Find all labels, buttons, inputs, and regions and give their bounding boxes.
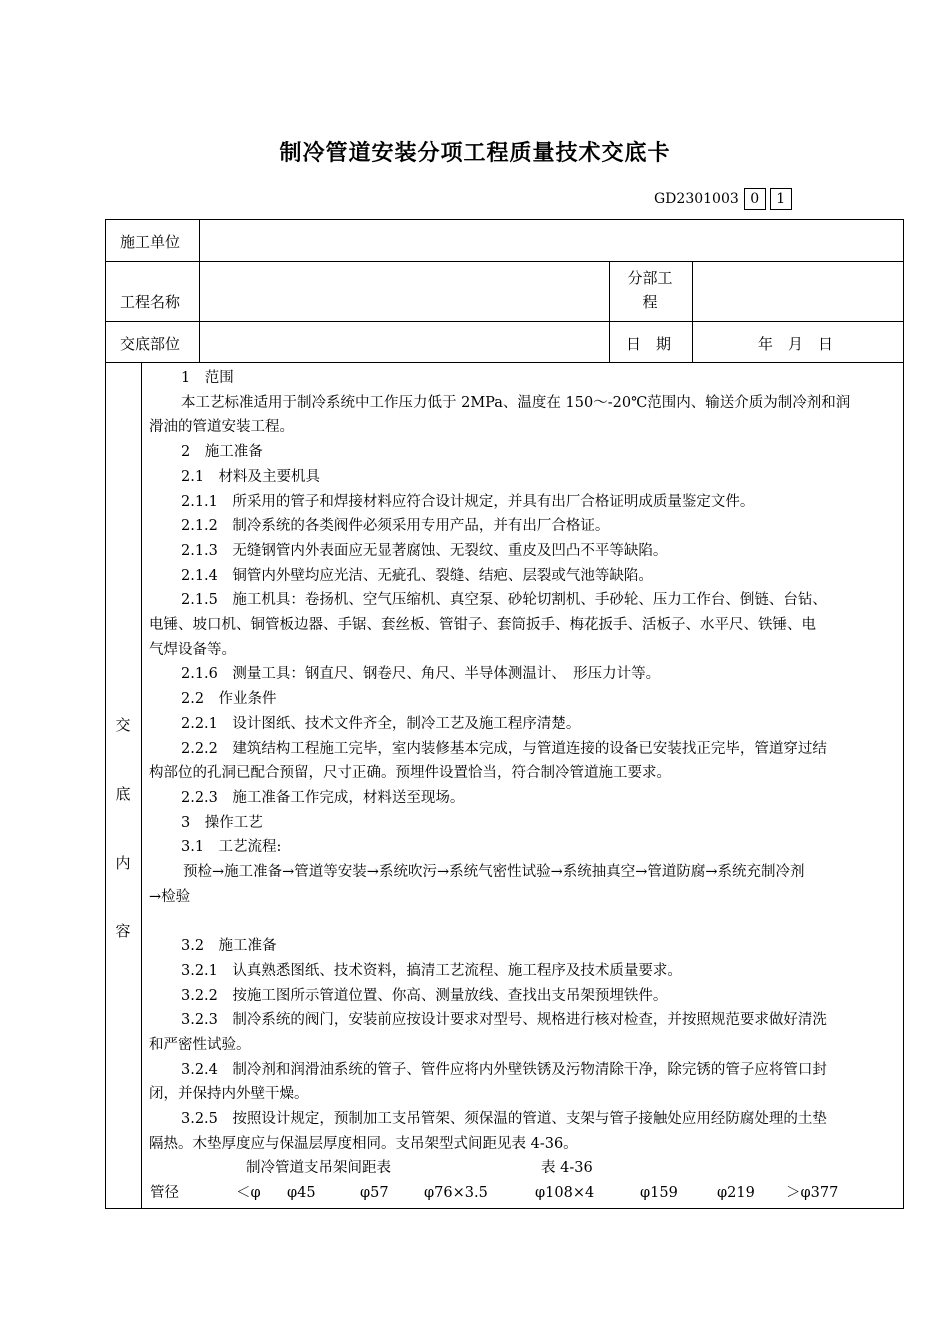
- section-heading: 3.1 工艺流程:: [181, 839, 282, 856]
- paragraph-line: 3.2.3 制冷系统的阀门，安装前应按设计要求对型号、规格进行核对检查，并按照规范要求做好清洗: [181, 1012, 827, 1029]
- paragraph-line: 电锤、坡口机、铜管板边器、手锯、套丝板、管钳子、套筒扳手、梅花扳手、活板子、水平尺、铁锤、电: [149, 617, 816, 634]
- table-col-header: φ108×4: [535, 1185, 595, 1202]
- process-flow-line: 预检→施工准备→管道等安装→系统吹污→系统气密性试验→系统抽真空→管道防腐→系统充制冷剂: [183, 864, 805, 881]
- paragraph-line: 2.2.1 设计图纸、技术文件齐全，制冷工艺及施工程序清楚。: [181, 715, 581, 732]
- paragraph-line: 2.1.3 无缝钢管内外表面应无显著腐蚀、无裂纹、重皮及凹凸不平等缺陷。: [181, 542, 668, 559]
- table-row-label: 管径: [150, 1185, 179, 1202]
- paragraph-line: 隔热。木垫厚度应与保温层厚度相同。支吊架型式间距见表 4-36。: [149, 1135, 578, 1152]
- paragraph-line: 2.1.4 铜管内外壁均应光洁、无疵孔、裂缝、结疤、层裂或气池等缺陷。: [181, 567, 653, 584]
- paragraph-line: 2.1.2 制冷系统的各类阀件必须采用专用产品，并有出厂合格证。: [181, 518, 610, 535]
- paragraph-line: 3.2.2 按施工图所示管道位置、你高、测量放线、查找出支吊架预埋铁件。: [181, 987, 668, 1004]
- section-heading: 2.2 作业条件: [181, 691, 277, 708]
- subproject-label-line2: 程: [642, 293, 658, 311]
- paragraph-line: 本工艺标准适用于制冷系统中工作压力低于 2MPa、温度在 150～-20℃范围内、输送介质为制冷剂和润: [181, 394, 851, 411]
- subproject-label: [620, 266, 680, 314]
- section-heading: 3 操作工艺: [181, 814, 263, 831]
- table-col-header: φ219: [717, 1185, 755, 1202]
- date-value[interactable]: 年 月 日: [758, 335, 834, 353]
- subproject-field[interactable]: [693, 263, 902, 320]
- document-code: [654, 188, 792, 210]
- project-label: 工程名称: [120, 293, 181, 311]
- paragraph-line: 气焊设备等。: [149, 641, 236, 658]
- table-col-header: φ159: [640, 1185, 678, 1202]
- part-label: 交底部位: [120, 335, 181, 353]
- blank-line: [149, 909, 895, 934]
- table-col-header: φ45: [287, 1185, 316, 1202]
- side-label-char: 容: [115, 922, 131, 940]
- process-flow-line: →检验: [149, 888, 191, 905]
- col-divider: [609, 261, 610, 362]
- code-box-1: 0: [744, 188, 766, 210]
- table-col-header: ＜φ: [236, 1185, 261, 1202]
- paragraph-line: 2.1.5 施工机具：卷扬机、空气压缩机、真空泵、砂轮切割机、手砂轮、压力工作台、倒链、台钻、: [181, 592, 827, 609]
- section-heading: 3.2 施工准备: [181, 938, 277, 955]
- table-caption: 制冷管道支吊架间距表: [246, 1160, 391, 1177]
- date-label: 日 期: [626, 335, 672, 353]
- paragraph-line: 3.2.5 按照设计规定，预制加工支吊管架、须保温的管道、支架与管子接触处应用经防腐处理的土垫: [181, 1111, 827, 1128]
- paragraph-line: 构部位的孔洞已配合预留，尺寸正确。预埋件设置恰当，符合制冷管道施工要求。: [149, 765, 671, 782]
- paragraph-line: 2.2.2 建筑结构工程施工完毕，室内装修基本完成，与管道连接的设备已安装找正完毕，管道穿过结: [181, 740, 827, 757]
- paragraph-line: 2.1.1 所采用的管子和焊接材料应符合设计规定，并具有出厂合格证明成质量鉴定文件。: [181, 493, 755, 510]
- subproject-label-line1: 分部工: [627, 269, 673, 287]
- side-label-char: 底: [115, 785, 131, 803]
- paragraph-line: 闭，并保持内外壁干燥。: [149, 1086, 309, 1103]
- side-label-char: 交: [115, 716, 131, 734]
- unit-field[interactable]: [199, 222, 902, 260]
- project-field[interactable]: [200, 263, 608, 320]
- paragraph-line: 3.2.1 认真熟悉图纸、技术资料，搞清工艺流程、施工程序及技术质量要求。: [181, 962, 682, 979]
- row-divider: [105, 362, 904, 363]
- unit-label: 施工单位: [120, 233, 181, 251]
- content-body: [149, 366, 895, 1206]
- row-divider: [105, 261, 904, 262]
- part-field[interactable]: [200, 323, 608, 361]
- paragraph-line: 3.2.4 制冷剂和润滑油系统的管子、管件应将内外壁铁锈及污物清除干净，除完锈的管子应将管口封: [181, 1061, 827, 1078]
- page-title: 制冷管道安装分项工程质量技术交底卡: [279, 140, 671, 166]
- table-number: 表 4-36: [541, 1160, 593, 1177]
- paragraph-line: 和严密性试验。: [149, 1036, 251, 1053]
- table-header-row: [149, 1181, 895, 1206]
- col-divider: [141, 362, 142, 1209]
- section-heading: 2.1 材料及主要机具: [181, 468, 321, 485]
- paragraph-line: 2.2.3 施工准备工作完成，材料送至现场。: [181, 789, 465, 806]
- section-heading: 2 施工准备: [181, 444, 263, 461]
- code-box-2: 1: [770, 188, 792, 210]
- side-label-char: 内: [115, 854, 131, 872]
- paragraph-line: 滑油的管道安装工程。: [149, 419, 294, 436]
- row-divider: [105, 321, 904, 322]
- table-col-header: φ76×3.5: [424, 1185, 488, 1202]
- table-col-header: φ57: [360, 1185, 389, 1202]
- code-prefix: GD2301003: [654, 191, 739, 207]
- table-caption-row: [149, 1156, 895, 1181]
- paragraph-line: 2.1.6 测量工具：钢直尺、钢卷尺、角尺、半导体测温计、 形压力计等。: [181, 666, 661, 683]
- table-col-header: ＞φ377: [786, 1185, 839, 1202]
- section-heading: 1 范围: [181, 370, 234, 386]
